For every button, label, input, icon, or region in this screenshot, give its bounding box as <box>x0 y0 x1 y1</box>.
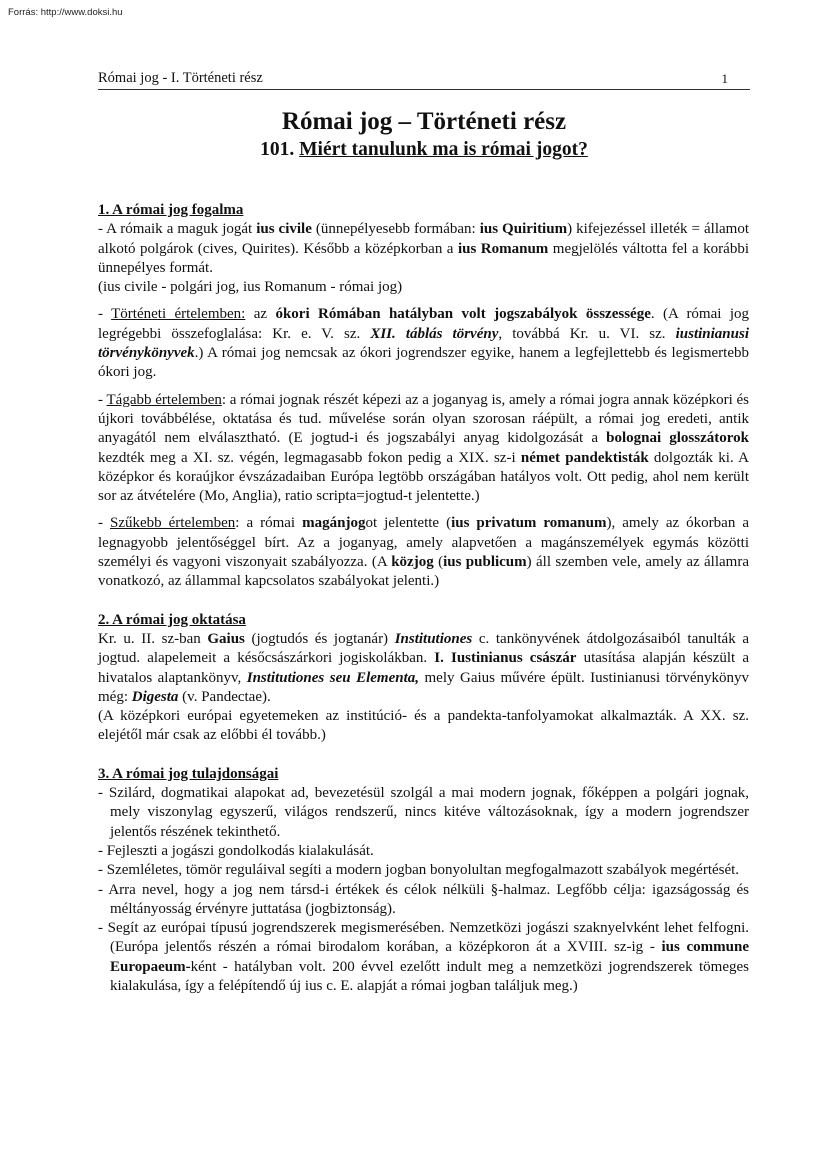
term: Történeti értelemben: <box>111 306 246 323</box>
page-header <box>98 69 750 90</box>
list-item: - Szemléletes, tömör reguláival segíti a modern jogban bonyolultan megfogalmazott szabályok megértését. <box>98 862 740 879</box>
term: Institutiones seu Elementa, <box>246 669 420 686</box>
text: ot jelentette ( <box>365 515 452 532</box>
paragraph: (ius civile - polgári jog, ius Romanum - római jog) <box>98 279 403 296</box>
term: ius Quiritium <box>479 221 568 238</box>
paragraph <box>98 391 749 507</box>
term: ius Romanum <box>457 240 549 257</box>
text: - Segít az európai típusú jogrendszerek megismerésében. Nemzetközi jogászi szaknyelvként lehet felfogni. (Európa jelentős részén a római birodalom korában, a középkoron át a XVIII. sz-ig - <box>98 920 749 956</box>
text: ( <box>433 554 444 571</box>
text: - <box>98 515 110 532</box>
paragraph <box>98 220 749 278</box>
text: dolgozták ki. A középkor és koraújkor évszázadaiban Európa legtöbb országában hatályos volt. Ott pedig, ahol nem került sor az átvételére (Mo, Anglia), ratio scripta=jogtud-t jelentette.) <box>98 449 749 505</box>
document-body <box>98 201 749 996</box>
text: Kr. u. II. sz-ban <box>98 630 208 647</box>
source-url: Forrás: http://www.doksi.hu <box>8 7 123 18</box>
text: utasítása alapján készült a hivatalos alaptankönyv, <box>98 650 749 686</box>
term: ius publicum <box>443 554 527 571</box>
text: ként - hatályban volt. 200 évvel ezelőtt indult meg a nemzetközi jogrendszerek tömeges kialakulása, így a felépítendő új ius c. E. alapját a római jogban találjuk meg.) <box>110 958 749 994</box>
section-heading: 2. A római jog oktatása <box>98 611 246 628</box>
text: (ünnepélyesebb formában: <box>311 221 480 238</box>
text: . (A római jog legrégebbi összefoglalása: Kr. e. V. sz. <box>98 306 750 342</box>
term: ius privatum romanum <box>451 515 607 532</box>
question-text: Miért tanulunk ma is római jogot? <box>299 139 588 160</box>
page-number: 1 <box>721 71 728 86</box>
term: XII. táblás törvény <box>370 325 499 342</box>
document-subtitle <box>98 139 750 161</box>
paragraph <box>98 305 749 382</box>
text: (v. Pandectae). <box>178 688 271 705</box>
text: : a római jognak részét képezi az a joganyag is, amely a római jogra annak középkori és újkori továbbélése, oktatása és tud. művelése során olyan szorosan ráépült, a római jog eredeti, antik anyagától nem elválasztható. (E jogtud-i és jogszabályi anyag kidolgozását a <box>98 391 749 447</box>
text: az <box>245 306 276 323</box>
term: bolognai glosszátorok <box>606 430 749 447</box>
term: ókori Rómában hatályban volt jogszabályok összessége <box>275 306 651 323</box>
text: .) A római jog nemcsak az ókori jogrendszer egyike, hanem a legfejlettebb és legismertebb ókori jog. <box>98 345 749 381</box>
document-title: Római jog – Történeti rész <box>281 108 567 135</box>
paragraph <box>98 630 749 707</box>
term: Tágabb értelemben <box>106 391 222 408</box>
question-number: 101. <box>260 139 295 160</box>
term: Gaius <box>207 630 245 647</box>
term: német pandektisták <box>520 449 649 466</box>
term: ius civile <box>256 221 312 238</box>
text: ) kifejezéssel illeték = államot alkotó polgárok (cives, Quirites). Később a középkorban a <box>98 221 750 257</box>
paragraph <box>98 514 749 591</box>
term: Szűkebb értelemben <box>110 515 236 532</box>
text: - A rómaik a maguk jogát <box>98 221 257 238</box>
paragraph: (A középkori európai egyetemeken az institúció- és a pandekta-tanfolyamokat alkalmazták. A XX. sz. elejétől már csak az előbbi él tovább.) <box>98 708 749 744</box>
term: Institutiones <box>394 630 473 647</box>
header-title: Római jog - I. Történeti rész <box>98 70 263 86</box>
text: : a római <box>235 515 303 532</box>
term: I. Iustinianus császár <box>434 650 577 667</box>
term: magánjog <box>302 515 366 532</box>
text: ), amely az ókorban a legnagyobb jelentőséggel bírt. Az a joganyag, amely alapvetően a magánszemélyek egymás közötti személyi és vagyoni viszonyait szabályozza. (A <box>98 515 749 571</box>
text: ) áll szemben vele, amely az államra vonatkozó, az állammal kapcsolatos szabályokat jelenti.) <box>98 554 749 590</box>
text: megjelölés váltotta fel a korábbi ünnepélyes formát. <box>98 240 749 276</box>
term: iustinianusi törvénykönyvek <box>98 325 749 362</box>
term: Digesta <box>131 688 179 705</box>
text: mely Gaius művére épült. Iustinianusi törvénykönyv még: <box>98 669 749 705</box>
text: (jogtudós és jogtanár) <box>244 630 395 647</box>
section-heading: 3. A római jog tulajdonságai <box>98 765 279 782</box>
text: , továbbá Kr. u. VI. sz. <box>498 325 676 342</box>
text: kezdték meg a XI. sz. végén, legmagasabb fokon pedig a XIX. sz-i <box>98 449 521 466</box>
text: - <box>98 306 112 323</box>
list-item: - Szilárd, dogmatikai alapokat ad, bevezetésül szolgál a mai modern jognak, főképpen a polgári jognak, mely viszonylag egyszerű, világos rendszerű, nincs kitéve változásoknak, így a modern jogrendszer jelentős részének tekinthető. <box>98 785 749 840</box>
section-heading: 1. A római jog fogalma <box>98 202 244 218</box>
term: ius commune Europaeum- <box>110 939 750 975</box>
term: közjog <box>391 554 434 571</box>
text: c. tankönyvének átdolgozásaiból tanulták a jogtud. alapelemeit a későcsászárkori jogiskolákban. <box>98 630 749 667</box>
list-item <box>98 919 749 996</box>
list-item: - Arra nevel, hogy a jog nem társd-i értékek és célok nélküli §-halmaz. Legfőbb célja: igazságosság és méltányosság érvényre juttatása (jogbiztonság). <box>98 881 749 917</box>
text: - <box>98 391 107 408</box>
list-item: - Fejleszti a jogászi gondolkodás kialakulását. <box>98 842 374 859</box>
